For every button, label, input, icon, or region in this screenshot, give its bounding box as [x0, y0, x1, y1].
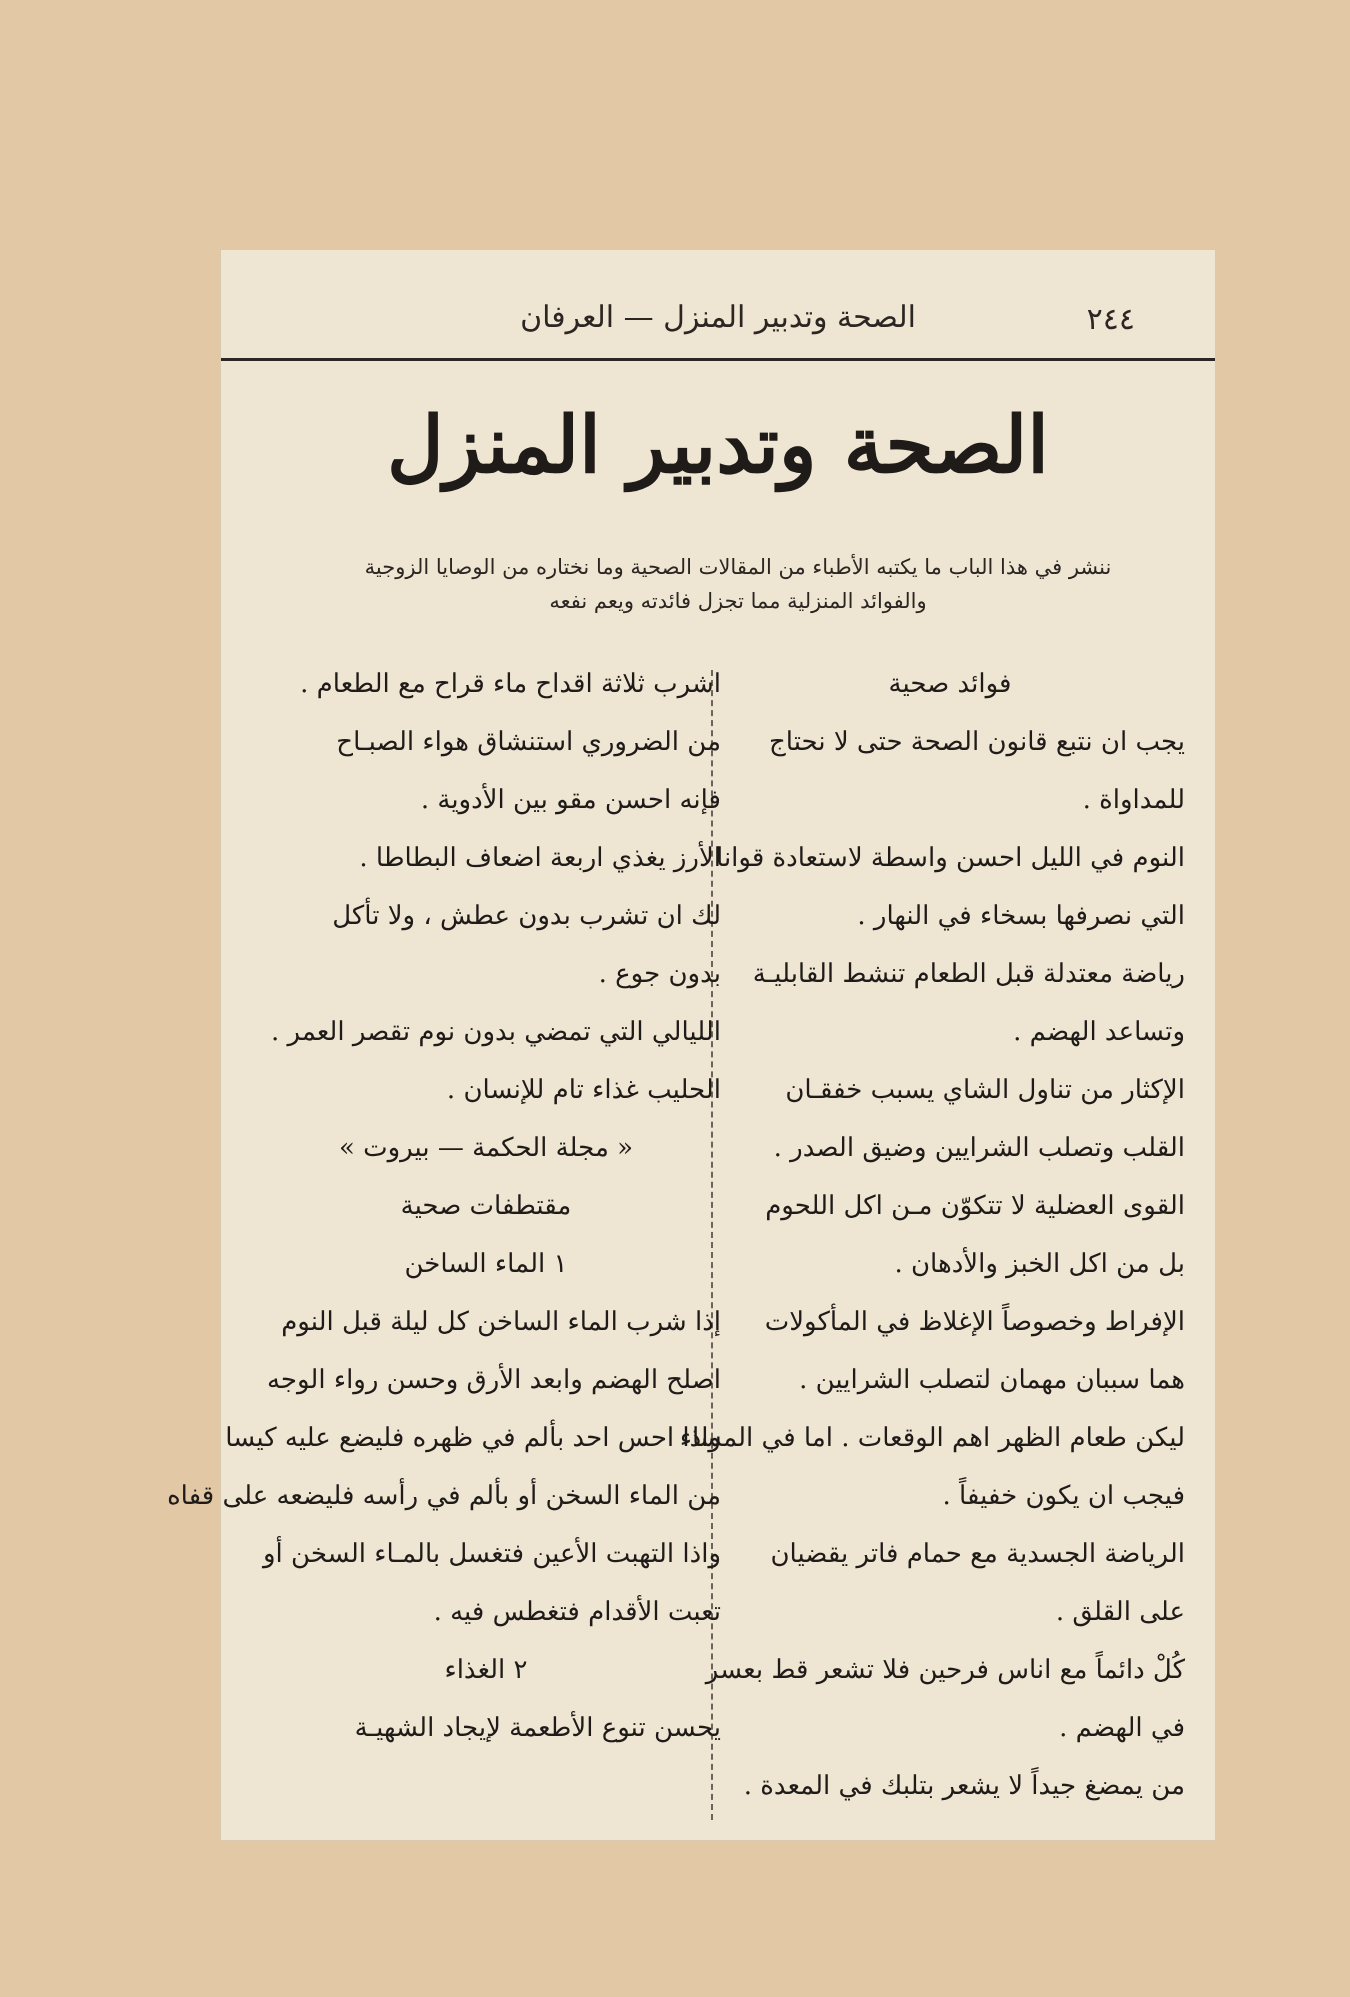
text-line: الإكثار من تناول الشاي يسبب خفقـان	[785, 1075, 1185, 1105]
text-line: التي نصرفها بسخاء في النهار .	[857, 901, 1185, 931]
running-title: الصحة وتدبير المنزل — العرفان	[520, 300, 916, 335]
text-line: على القلق .	[1055, 1597, 1185, 1627]
subheading: فوائد صحية	[888, 669, 1012, 699]
text-line: في الهضم .	[1059, 1713, 1185, 1743]
text-line: رياضة معتدلة قبل الطعام تنشط القابليـة	[752, 959, 1185, 989]
text-line: الحليب غذاء تام للإنسان .	[446, 1075, 721, 1105]
text-line: ليكن طعام الظهر اهم الوقعات . اما في المساء	[679, 1423, 1185, 1453]
text-line: اشرب ثلاثة اقداح ماء قراح مع الطعام .	[300, 669, 721, 699]
source-citation: « مجلة الحكمة — بيروت »	[338, 1133, 634, 1163]
text-line: يجب ان نتبع قانون الصحة حتى لا نحتاج	[769, 727, 1185, 757]
page-number: ٢٤٤	[1086, 302, 1135, 337]
text-line: بل من اكل الخبز والأدهان .	[894, 1249, 1185, 1279]
left-column	[167, 655, 721, 1757]
text-line: النوم في الليل احسن واسطة لاستعادة قوانا	[716, 843, 1185, 873]
text-line: بدون جوع .	[598, 959, 721, 989]
text-line: القلب وتصلب الشرايين وضيق الصدر .	[773, 1133, 1185, 1163]
text-line: فيجب ان يكون خفيفاً .	[942, 1481, 1185, 1511]
text-line: وتساعد الهضم .	[1013, 1017, 1185, 1047]
right-column	[679, 655, 1185, 1815]
text-line: هما سببان مهمان لتصلب الشرايين .	[799, 1365, 1185, 1395]
text-line: إذا شرب الماء الساخن كل ليلة قبل النوم	[281, 1307, 721, 1337]
text-line: من يمضغ جيداً لا يشعر بتلبك في المعدة .	[743, 1771, 1185, 1801]
text-line: الإفراط وخصوصاً الإغلاظ في المأكولات	[764, 1307, 1185, 1337]
magazine-page	[167, 250, 1215, 1840]
intro-line: ننشر في هذا الباب ما يكتبه الأطباء من المقالات الصحية وما نختاره من الوصايا الزوجية	[364, 555, 1112, 579]
text-line: تعبت الأقدام فتغطس فيه .	[433, 1597, 721, 1627]
text-line: من الضروري استنشاق هواء الصبـاح	[336, 727, 721, 757]
section-title: الصحة وتدبير المنزل	[387, 400, 1049, 491]
text-line: القوى العضلية لا تتكوّن مـن اكل اللحوم	[765, 1191, 1185, 1221]
text-line: فإنه احسن مقو بين الأدوية .	[420, 785, 721, 815]
text-line: الليالي التي تمضي بدون نوم تقصر العمر .	[270, 1017, 721, 1047]
header-rule	[221, 358, 1215, 361]
text-line: واذا التهبت الأعين فتغسل بالمـاء السخن أو	[263, 1539, 721, 1569]
intro-line: والفوائد المنزلية مما تجزل فائدته ويعم نفعه	[549, 589, 927, 613]
text-line: واذا احس احد بألم في ظهره فليضع عليه كيسا	[225, 1423, 721, 1453]
text-line: من الماء السخن أو بألم في رأسه فليضعه على قفاه	[167, 1481, 721, 1511]
text-line: الأرز يغذي اربعة اضعاف البطاطا .	[359, 843, 721, 873]
intro-paragraph	[291, 550, 1185, 618]
text-line: يحسن تنوع الأطعمة لإيجاد الشهيـة	[354, 1713, 721, 1743]
subheading: ٢ الغذاء	[444, 1655, 528, 1685]
text-line: للمداواة .	[1082, 785, 1185, 815]
text-line: كُلْ دائماً مع اناس فرحين فلا تشعر قط بعسر	[705, 1655, 1185, 1685]
text-line: لك ان تشرب بدون عطش ، ولا تأكل	[332, 901, 721, 931]
text-line: اصلح الهضم وابعد الأرق وحسن رواء الوجه	[266, 1365, 721, 1395]
running-head	[221, 290, 1215, 350]
text-line: الرياضة الجسدية مع حمام فاتر يقضيان	[770, 1539, 1185, 1569]
subheading: مقتطفات صحية	[400, 1191, 572, 1221]
subheading: ١ الماء الساخن	[404, 1249, 568, 1279]
